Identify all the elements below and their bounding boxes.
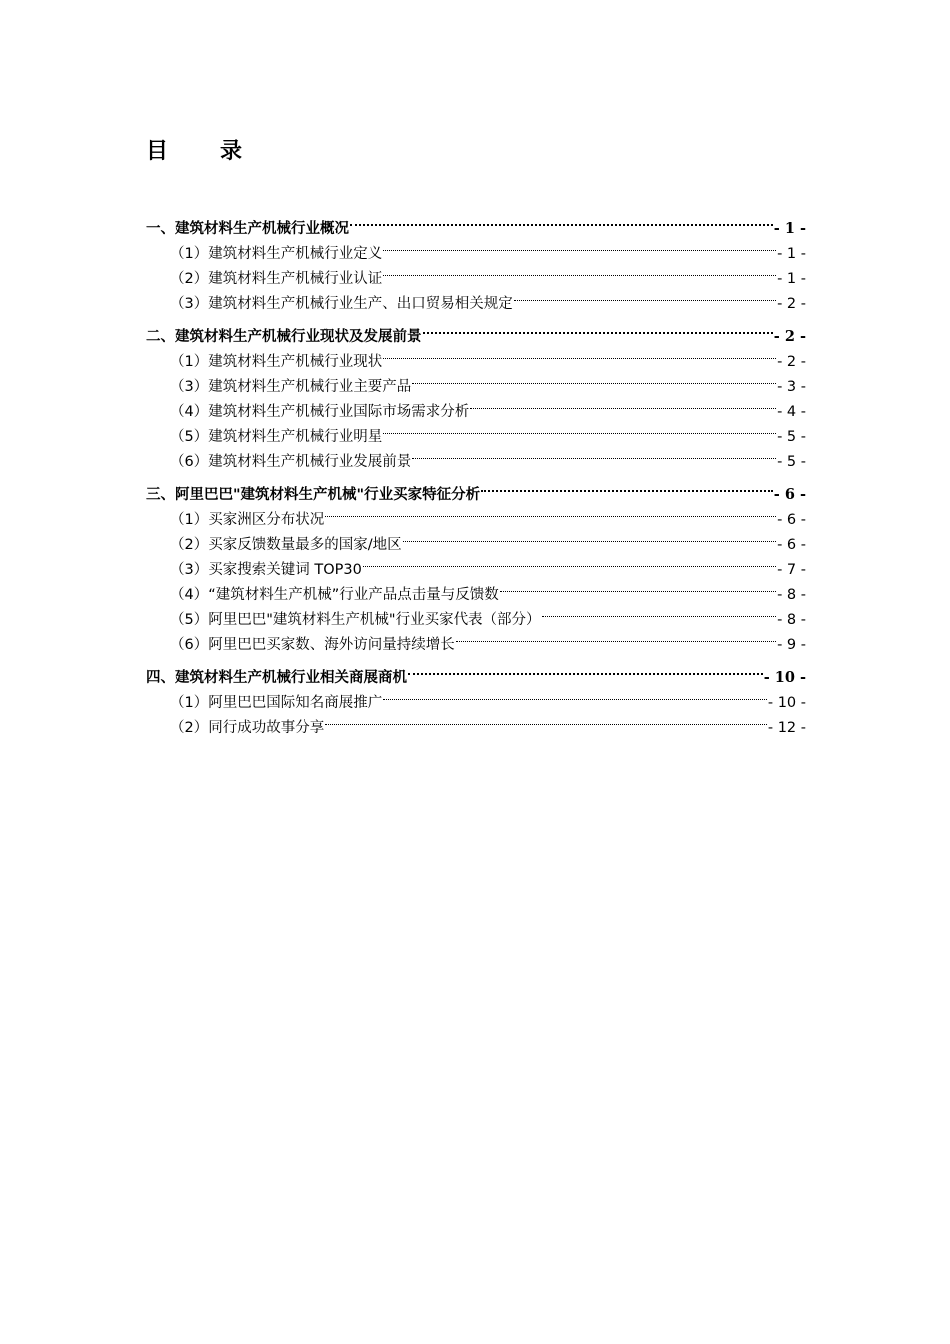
toc-entry-page-number: - 8 - xyxy=(777,612,806,628)
toc-entry-page-number: - 7 - xyxy=(777,562,806,578)
table-of-contents xyxy=(146,208,806,736)
toc-entry-label: （5）阿里巴巴"建筑材料生产机械"行业买家代表（部分） xyxy=(170,612,541,628)
page-title-part1: 目 xyxy=(146,139,169,164)
toc-entry-label: 四、建筑材料生产机械行业相关商展商机 xyxy=(146,670,407,686)
toc-entry-page-number: - 1 - xyxy=(773,220,806,237)
page-title-part2: 录 xyxy=(220,139,243,164)
toc-entry-page-number: - 6 - xyxy=(777,512,806,528)
toc-entry-label: （3）建筑材料生产机械行业生产、出口贸易相关规定 xyxy=(170,296,513,312)
toc-entry-label: 二、建筑材料生产机械行业现状及发展前景 xyxy=(146,329,422,345)
toc-section-entry[interactable] xyxy=(146,657,806,686)
toc-entry-page-number: - 5 - xyxy=(777,429,806,445)
toc-dot-leader xyxy=(412,441,776,466)
toc-dot-leader xyxy=(542,599,777,624)
toc-entry-page-number: - 10 - xyxy=(767,695,806,711)
toc-entry-label: （2）同行成功故事分享 xyxy=(170,720,325,736)
toc-entry-page-number: - 2 - xyxy=(773,328,806,345)
toc-entry-label: （1）买家洲区分布状况 xyxy=(170,512,325,528)
toc-entry-label: （4）建筑材料生产机械行业国际市场需求分析 xyxy=(170,404,470,420)
toc-entry-page-number: - 2 - xyxy=(777,296,806,312)
toc-dot-leader xyxy=(383,258,776,283)
toc-dot-leader xyxy=(383,416,776,441)
toc-dot-leader xyxy=(363,549,776,574)
toc-entry-page-number: - 10 - xyxy=(763,669,806,686)
toc-dot-leader xyxy=(408,657,763,682)
toc-dot-leader xyxy=(456,624,776,649)
toc-dot-leader xyxy=(325,499,776,524)
toc-entry-page-number: - 1 - xyxy=(777,246,806,262)
toc-dot-leader xyxy=(350,208,773,233)
toc-entry-label: （3）建筑材料生产机械行业主要产品 xyxy=(170,379,412,395)
toc-section-entry[interactable] xyxy=(146,208,806,237)
toc-section-entry[interactable] xyxy=(146,474,806,503)
toc-entry-label: 三、阿里巴巴"建筑材料生产机械"行业买家特征分析 xyxy=(146,487,481,503)
toc-entry-label: （3）买家搜索关键词 TOP30 xyxy=(170,562,362,578)
toc-dot-leader xyxy=(500,574,776,599)
toc-dot-leader xyxy=(412,366,776,391)
toc-entry-label: （6）建筑材料生产机械行业发展前景 xyxy=(170,454,412,470)
toc-entry-page-number: - 6 - xyxy=(773,486,806,503)
toc-entry-page-number: - 12 - xyxy=(767,720,806,736)
toc-dot-leader xyxy=(383,233,776,258)
toc-dot-leader xyxy=(383,341,776,366)
toc-entry-page-number: - 6 - xyxy=(777,537,806,553)
toc-entry-page-number: - 1 - xyxy=(777,271,806,287)
toc-entry-page-number: - 2 - xyxy=(777,354,806,370)
toc-dot-leader xyxy=(423,316,773,341)
toc-entry-label: （4）“建筑材料生产机械”行业产品点击量与反馈数 xyxy=(170,587,499,603)
toc-entry-page-number: - 9 - xyxy=(777,637,806,653)
toc-entry-label: （2）建筑材料生产机械行业认证 xyxy=(170,271,383,287)
page-title xyxy=(146,138,242,166)
toc-entry-page-number: - 8 - xyxy=(777,587,806,603)
toc-entry-label: （1）阿里巴巴国际知名商展推广 xyxy=(170,695,383,711)
toc-dot-leader xyxy=(481,474,773,499)
toc-entry-page-number: - 5 - xyxy=(777,454,806,470)
toc-dot-leader xyxy=(325,707,767,732)
toc-entry-label: （1）建筑材料生产机械行业定义 xyxy=(170,246,383,262)
toc-entry-page-number: - 3 - xyxy=(777,379,806,395)
toc-entry-page-number: - 4 - xyxy=(777,404,806,420)
toc-entry-label: （5）建筑材料生产机械行业明星 xyxy=(170,429,383,445)
toc-entry-label: （6）阿里巴巴买家数、海外访问量持续增长 xyxy=(170,637,455,653)
toc-entry-label: （1）建筑材料生产机械行业现状 xyxy=(170,354,383,370)
toc-entry-label: 一、建筑材料生产机械行业概况 xyxy=(146,221,349,237)
toc-section-entry[interactable] xyxy=(146,316,806,345)
toc-dot-leader xyxy=(470,391,776,416)
toc-dot-leader xyxy=(514,283,776,308)
toc-dot-leader xyxy=(403,524,776,549)
toc-dot-leader xyxy=(383,682,767,707)
toc-entry-label: （2）买家反馈数量最多的国家/地区 xyxy=(170,537,402,553)
